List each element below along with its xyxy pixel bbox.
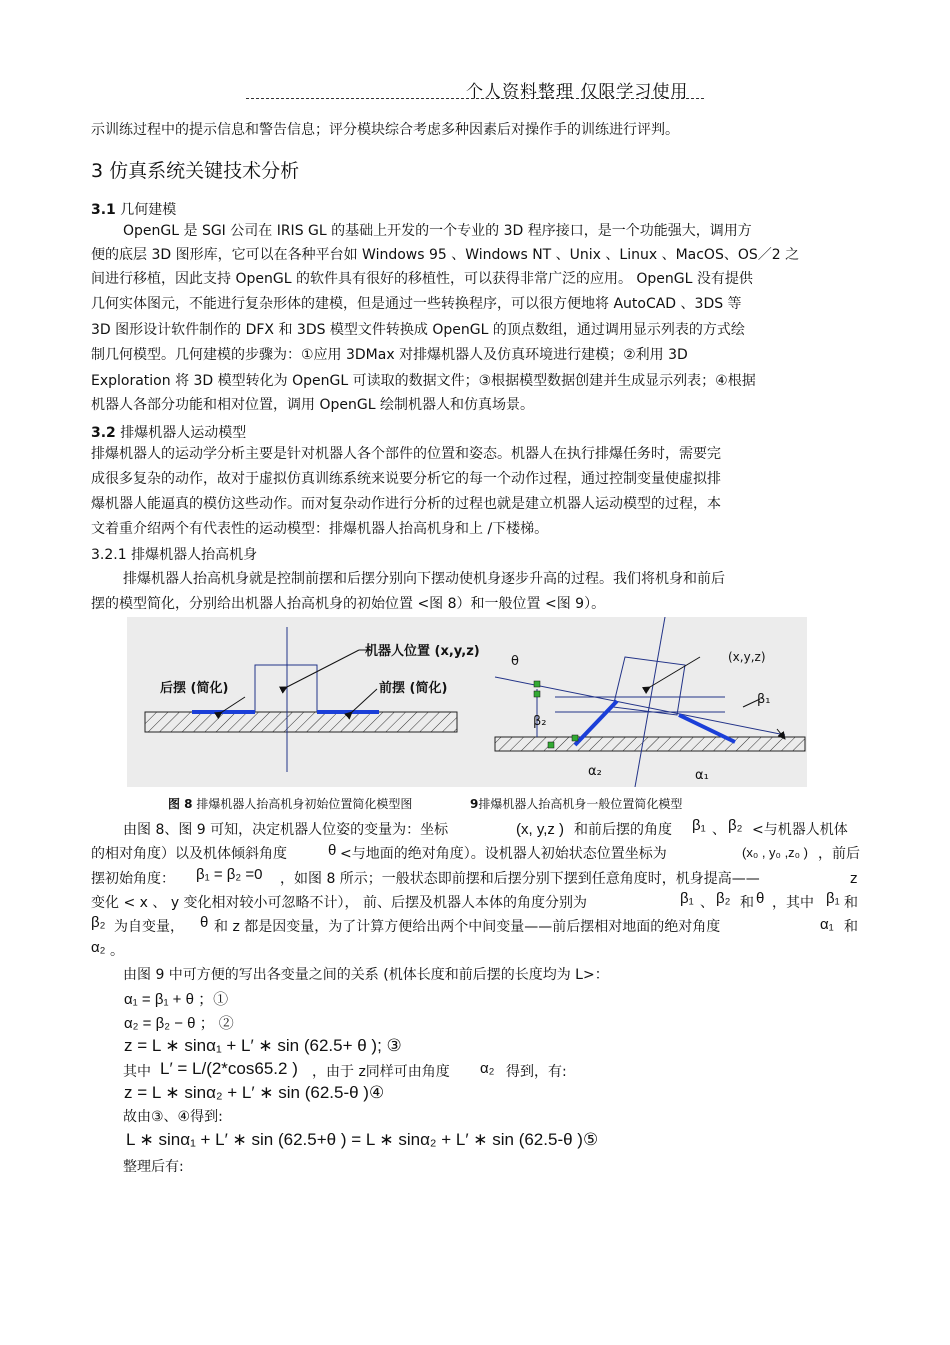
- section-heading-3-2: [91, 422, 246, 442]
- fig8-label-robot-position: 机器人位置 (x,y,z): [365, 644, 480, 659]
- para-vars-line-1b: 和前后摆的角度: [574, 822, 672, 838]
- para-3-2-line-2: 成很多复杂的动作，故对于虚拟仿真训练系统来说要分析它的每一个动作过程，通过控制变量使虚拟排: [91, 471, 721, 487]
- caption-fig-8: [168, 795, 412, 812]
- para-3-1-line-2: 便的底层 3D 图形库，它可以在各种平台如 Windows 95 、Windows NT 、Unix 、Linux 、MacOS、OS／2 之: [91, 247, 800, 263]
- header-divider: [246, 98, 704, 99]
- heading-title: 几何建模: [115, 202, 177, 218]
- conj-and: 和: [740, 895, 754, 911]
- fig9-label-alpha1: α₁: [695, 768, 709, 783]
- fig8-label-front-arm: 前摆 (简化): [379, 681, 448, 696]
- fig9-label-beta1: β₁: [757, 692, 771, 707]
- heading-number: 3.2: [91, 425, 116, 441]
- equation-1: α₁ = β₁ + θ ；①: [124, 991, 229, 1008]
- math-theta: θ: [328, 842, 337, 859]
- fig9-label-theta: θ: [511, 654, 519, 669]
- para-3-1-line-3: 间进行移植，因此支持 OpenGL 的软件具有很好的移植性，可以获得非常广泛的应用。 OpenGL 没有提供: [91, 271, 753, 287]
- para-vars-line-4b: ，其中: [772, 895, 814, 911]
- math-coord: (x, y,z ): [516, 821, 565, 838]
- math-beta2: β₂: [91, 914, 106, 931]
- period: 。: [110, 943, 124, 959]
- equation-4: z = L ∗ sinα₂ + L′ ∗ sin (62.5-θ )④: [124, 1083, 385, 1102]
- equation-L-prime: L′ = L/(2*cos65.2 ): [160, 1059, 298, 1078]
- sep-comma: 、: [700, 895, 714, 911]
- para-vars-line-5c: 和: [844, 919, 858, 935]
- caption-fig-9: [470, 795, 682, 812]
- equation-5: L ∗ sinα₁ + L′ ∗ sin (62.5+θ ) = L ∗ sinα₂ + L′ ∗ sin (62.5-θ )⑤: [126, 1130, 599, 1149]
- caption-text: 排爆机器人抬高机身初始位置简化模型图: [192, 797, 413, 811]
- figure-8-diagram: [127, 617, 485, 787]
- page-header: 个人资料整理 仅限学习使用: [466, 82, 689, 102]
- para-3-2-1-line-2: 摆的模型简化，分别给出机器人抬高机身的初始位置 <图 8）和一般位置 <图 9）。: [91, 596, 606, 612]
- para-where-mid: ，由于 z同样可由角度: [312, 1064, 450, 1080]
- para-vars-line-1c: <与机器人机体: [752, 822, 848, 838]
- para-where: 其中: [123, 1064, 151, 1080]
- para-vars-line-2c: ，前后: [818, 846, 860, 862]
- fig8-label-back-arm: 后摆 (简化): [160, 681, 229, 696]
- math-theta: θ: [756, 890, 765, 907]
- fig9-label-xyz: (x,y,z): [728, 650, 766, 664]
- conj-and: 和: [844, 895, 858, 911]
- math-beta2: β₂: [728, 817, 743, 834]
- equation-2: α₂ = β₂ − θ ； ②: [124, 1015, 234, 1032]
- math-coord0: (x₀ , y₀ ,z₀ ): [742, 845, 809, 860]
- para-3-1-line-4: 几何实体图元，不能进行复杂形体的建模，但是通过一些转换程序，可以很方便地将 AutoCAD 、3DS 等: [91, 296, 742, 312]
- para-3-2-1-line-1: 排爆机器人抬高机身就是控制前摆和后摆分别向下摆动使机身逐步升高的过程。我们将机身和前后: [123, 571, 725, 587]
- para-vars-line-2b: <与地面的绝对角度）。设机器人初始状态位置坐标为: [340, 846, 667, 862]
- math-beta1: β₁: [692, 817, 706, 834]
- section-heading-3: 3 仿真系统关键技术分析: [91, 160, 300, 182]
- para-equations-intro: 由图 9 中可方便的写出各变量之间的关系 (机体长度和前后摆的长度均为 L>：: [123, 967, 609, 983]
- para-3-1-line-7: Exploration 将 3D 模型转化为 OpenGL 可读取的数据文件；③根据模型数据创建并生成显示列表；④根据: [91, 373, 756, 389]
- para-where-end: 得到，有:: [506, 1064, 567, 1080]
- math-alpha2: α₂: [480, 1060, 495, 1077]
- math-theta: θ: [200, 914, 209, 931]
- para-3-1-line-8: 机器人各部分功能和相对位置，调用 OpenGL 绘制机器人和仿真场景。: [91, 397, 534, 413]
- heading-number: 3.1: [91, 202, 116, 218]
- paragraph-intro: 示训练过程中的提示信息和警告信息；评分模块综合考虑多种因素后对操作手的训练进行评判。: [91, 122, 679, 138]
- para-3-1-line-5: 3D 图形设计软件制作的 DFX 和 3DS 模型文件转换成 OpenGL 的顶点数组，通过调用显示列表的方式绘: [91, 322, 745, 338]
- math-beta1: β₁: [826, 890, 840, 907]
- para-vars-line-5b: 和 z 都是因变量，为了计算方便给出两个中间变量——前后摆相对地面的绝对角度: [214, 919, 721, 935]
- para-vars-line-4a: 变化 < x 、 y 变化相对较小可忽略不计）， 前、后摆及机器人本体的角度分别为: [91, 895, 587, 911]
- caption-number: 9: [470, 797, 479, 811]
- math-beta1: β₁: [680, 890, 694, 907]
- math-beta2: β₂: [716, 890, 731, 907]
- para-vars-line-1a: 由图 8、图 9 可知，决定机器人位姿的变量为：坐标: [123, 822, 449, 838]
- para-3-2-line-1: 排爆机器人的运动学分析主要是针对机器人各个部件的位置和姿态。机器人在执行排爆任务时，需要完: [91, 446, 721, 462]
- fig9-label-alpha2: α₂: [588, 764, 602, 779]
- caption-number: 图 8: [168, 797, 193, 811]
- para-3-2-line-4: 文着重介绍两个有代表性的运动模型：排爆机器人抬高机身和上 /下楼梯。: [91, 521, 549, 537]
- math-beta-init: β₁ = β₂ =0: [196, 866, 263, 883]
- para-vars-line-3a: 摆初始角度：: [91, 871, 175, 887]
- section-heading-3-2-1: 3.2.1 排爆机器人抬高机身: [91, 547, 258, 563]
- para-vars-line-3b: ，如图 8 所示；一般状态即前摆和后摆分别下摆到任意角度时，机身提高——: [280, 871, 760, 887]
- para-3-1-line-6: 制几何模型。几何建模的步骤为：①应用 3DMax 对排爆机器人及仿真环境进行建模；②利用 3D: [91, 347, 688, 363]
- para-3-2-line-3: 爆机器人能逼真的模仿这些动作。而对复杂动作进行分析的过程也就是建立机器人运动模型的过程，本: [91, 496, 721, 512]
- para-vars-line-2a: 的相对角度）以及机体倾斜角度: [91, 846, 287, 862]
- para-conclude: 故由③、④得到:: [123, 1109, 223, 1125]
- caption-text: 排爆机器人抬高机身一般位置简化模型: [478, 797, 683, 811]
- math-alpha2: α₂: [91, 939, 106, 956]
- heading-title: 排爆机器人运动模型: [115, 425, 247, 441]
- fig9-label-beta2: β₂: [533, 714, 547, 729]
- para-final: 整理后有:: [123, 1159, 184, 1175]
- equation-3: z = L ∗ sinα₁ + L′ ∗ sin (62.5+ θ ); ③: [124, 1036, 402, 1055]
- section-heading-3-1: [91, 199, 176, 219]
- para-vars-line-3c: z: [850, 871, 858, 887]
- para-3-1-line-1: OpenGL 是 SGI 公司在 IRIS GL 的基础上开发的一个专业的 3D 程序接口，是一个功能强大，调用方: [123, 223, 752, 239]
- para-vars-line-5a: 为自变量，: [114, 919, 184, 935]
- math-alpha1: α₁: [820, 916, 834, 933]
- sep-comma: 、: [712, 822, 726, 838]
- figure-9-diagram: [485, 617, 807, 787]
